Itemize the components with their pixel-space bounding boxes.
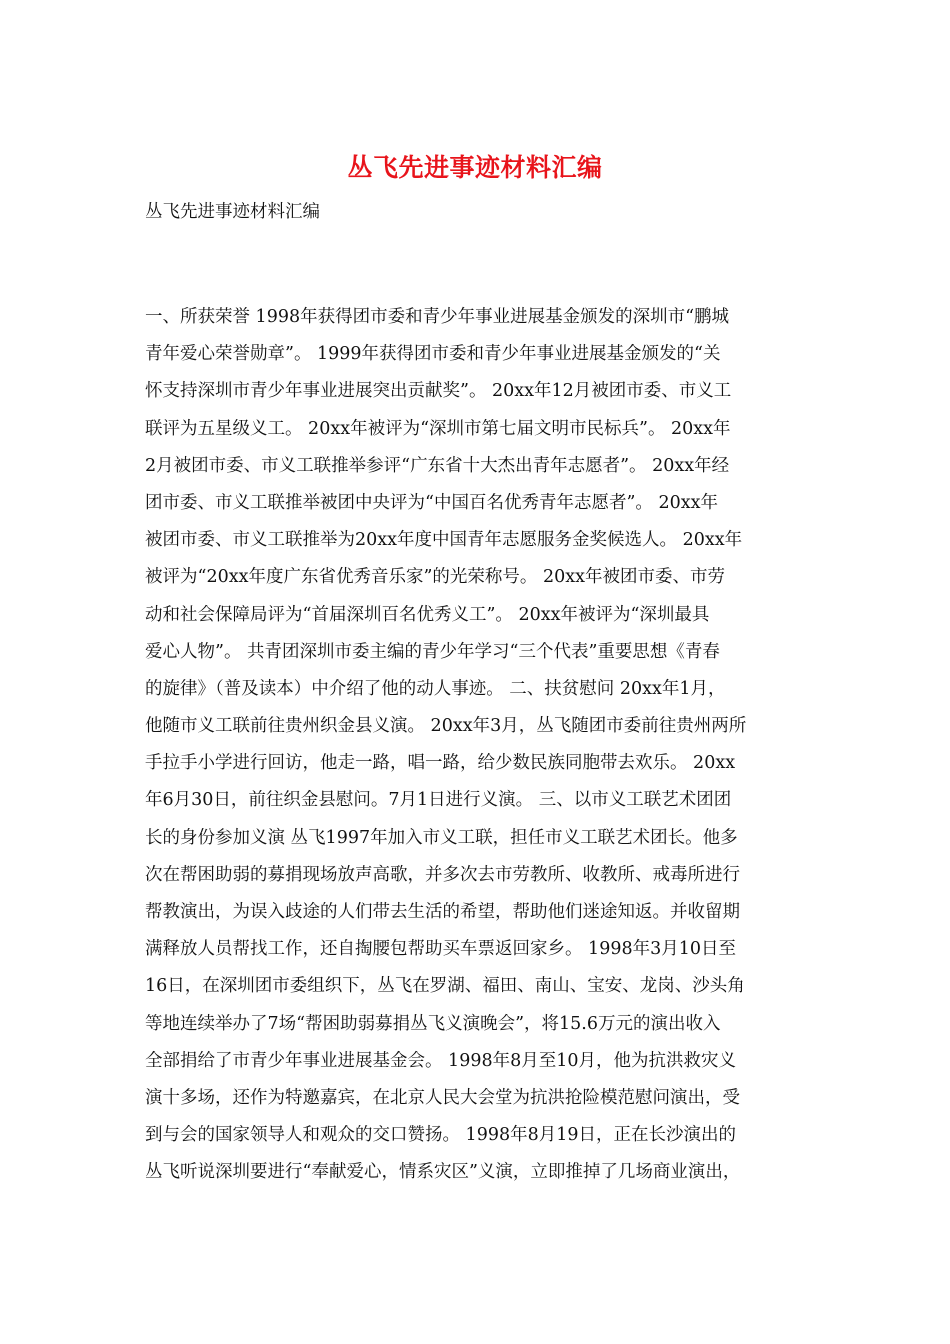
body-line: 丛飞听说深圳要进行“奉献爱心，情系灾区”义演，立即推掉了几场商业演出， bbox=[145, 1162, 741, 1183]
document-subtitle: 丛飞先进事迹材料汇编 bbox=[145, 202, 320, 222]
body-line: 团市委、市义工联推举被团中央评为“中国百名优秀青年志愿者”。 20xx年 bbox=[145, 492, 718, 513]
body-line: 的旋律》（普及读本）中介绍了他的动人事迹。 二、扶贫慰问 20xx年1月， bbox=[145, 678, 726, 699]
body-line: 青年爱心荣誉勋章”。 1999年获得团市委和青少年事业进展基金颁发的“关 bbox=[145, 344, 721, 365]
body-line: 被团市委、市义工联推举为20xx年度中国青年志愿服务金奖候选人。 20xx年 bbox=[145, 530, 743, 551]
body-line: 到与会的国家领导人和观众的交口赞扬。 1998年8月19日，正在长沙演出的 bbox=[145, 1125, 736, 1146]
body-line: 次在帮困助弱的募捐现场放声高歌，并多次去市劳教所、收教所、戒毒所进行 bbox=[145, 864, 740, 885]
body-line: 被评为“20xx年度广东省优秀音乐家”的光荣称号。 20xx年被团市委、市劳 bbox=[145, 567, 725, 588]
document-title: 丛飞先进事迹材料汇编 bbox=[347, 153, 603, 182]
body-line: 爱心人物”。 共青团深圳市委主编的青少年学习“三个代表”重要思想《青春 bbox=[145, 641, 720, 662]
body-line: 演十多场，还作为特邀嘉宾，在北京人民大会堂为抗洪抢险模范慰问演出，受 bbox=[145, 1087, 740, 1108]
body-line: 长的身份参加义演 丛飞1997年加入市义工联，担任市义工联艺术团长。他多 bbox=[145, 827, 738, 848]
body-line: 2月被团市委、市义工联推举参评“广东省十大杰出青年志愿者”。 20xx年经 bbox=[145, 455, 730, 476]
body-line: 怀支持深圳市青少年事业进展突出贡献奖”。 20xx年12月被团市委、市义工 bbox=[145, 381, 732, 402]
body-line: 全部捐给了市青少年事业进展基金会。 1998年8月至10月，他为抗洪救灾义 bbox=[145, 1050, 736, 1071]
body-line: 联评为五星级义工。 20xx年被评为“深圳市第七届文明市民标兵”。 20xx年 bbox=[145, 418, 731, 439]
body-line: 他随市义工联前往贵州织金县义演。 20xx年3月，丛飞随团市委前往贵州两所 bbox=[145, 716, 747, 737]
body-line: 手拉手小学进行回访，他走一路，唱一路，给少数民族同胞带去欢乐。 20xx bbox=[145, 753, 736, 774]
body-line: 帮教演出，为误入歧途的人们带去生活的希望，帮助他们迷途知返。并收留期 bbox=[145, 902, 740, 922]
body-line: 年6月30日，前往织金县慰问。7月1日进行义演。 三、以市义工联艺术团团 bbox=[145, 790, 732, 811]
body-line: 满释放人员帮找工作，还自掏腰包帮助买车票返回家乡。 1998年3月10日至 bbox=[145, 939, 736, 960]
body-line: 等地连续举办了7场“帮困助弱募捐丛飞义演晚会”，将15.6万元的演出收入 bbox=[145, 1013, 721, 1034]
body-line: 16日，在深圳团市委组织下，丛飞在罗湖、福田、南山、宝安、龙岗、沙头角 bbox=[145, 976, 745, 997]
body-line: 动和社会保障局评为“首届深圳百名优秀义工”。 20xx年被评为“深圳最具 bbox=[145, 604, 710, 625]
body-line: 一、所获荣誉 1998年获得团市委和青少年事业进展基金颁发的深圳市“鹏城 bbox=[145, 307, 730, 327]
document-body bbox=[145, 299, 815, 1192]
